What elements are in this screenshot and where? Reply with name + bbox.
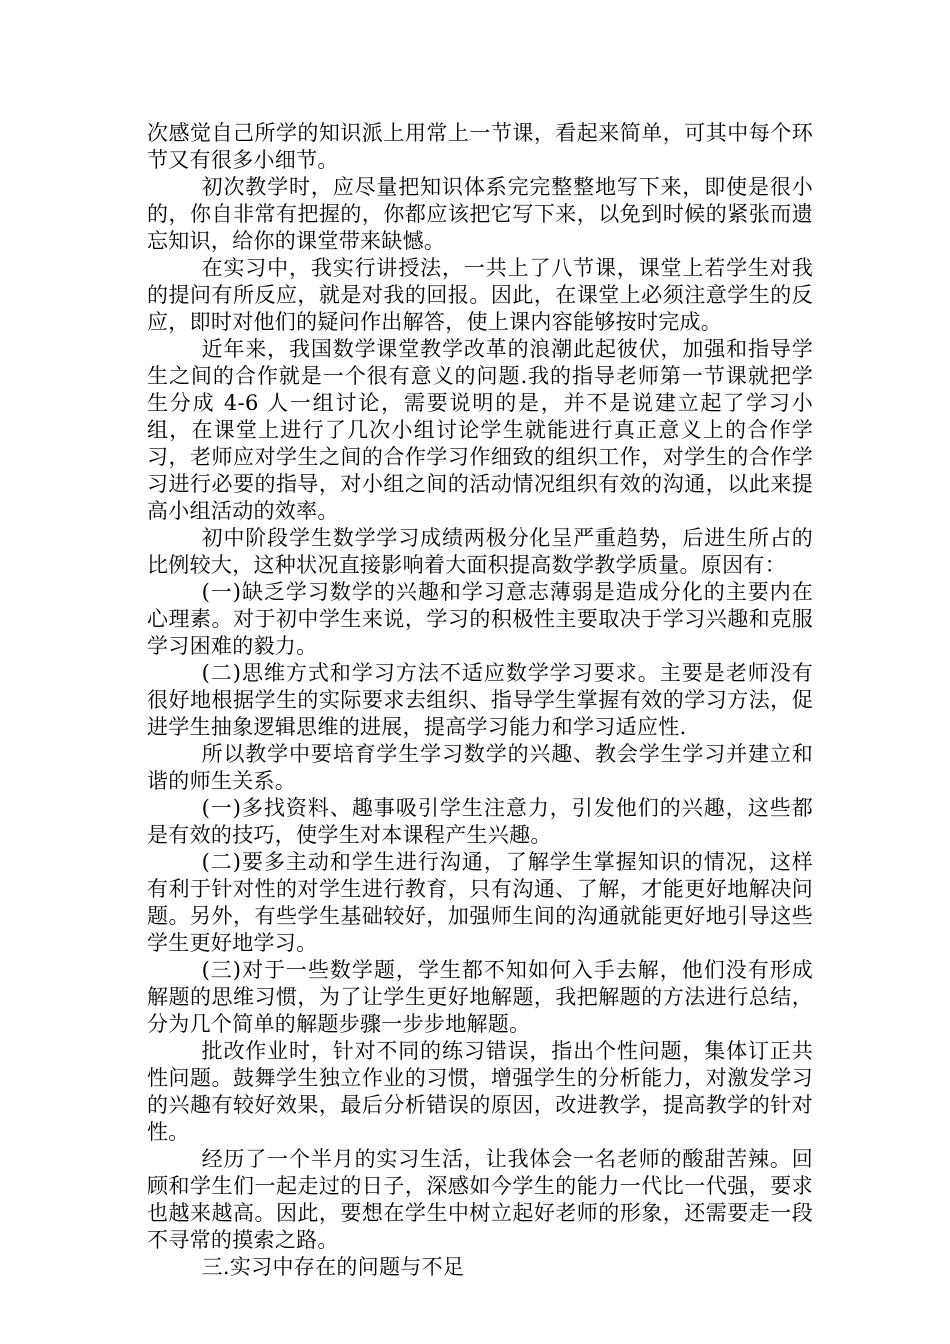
paragraph-13: 经历了一个半月的实习生活，让我体会一名老师的酸甜苦辣。回顾和学生们一起走过的日子，深感如今学生的能力一代比一代强，要求也越来越高。因此，要想在学生中树立起好老师的形象，还需要走一段不寻常的摸索之路。	[147, 1147, 813, 1252]
section-heading: 三.实习中存在的问题与不足	[201, 1255, 465, 1279]
paragraph-1: 次感觉自己所学的知识派上用常上一节课，看起来简单，可其中每个环节又有很多小细节。	[147, 121, 813, 172]
paragraph-2: 初次教学时，应尽量把知识体系完完整整地写下来，即使是很小的，你自非常有把握的，你都应该把它写下来，以免到时候的紧张而遗忘知识，给你的课堂带来缺憾。	[147, 175, 813, 253]
paragraph-7: (二)思维方式和学习方法不适应数学学习要求。主要是老师没有很好地根据学生的实际要求去组织、指导学生掌握有效的学习方法，促进学生抽象逻辑思维的进展，提高学习能力和学习适应性.	[147, 661, 813, 739]
document-body	[147, 120, 813, 1281]
paragraph-3: 在实习中，我实行讲授法，一共上了八节课，课堂上若学生对我的提问有所反应，就是对我的回报。因此，在课堂上必须注意学生的反应，即时对他们的疑问作出解答，使上课内容能够按时完成。	[147, 256, 813, 334]
paragraph-12: 批改作业时，针对不同的练习错误，指出个性问题，集体订正共性问题。鼓舞学生独立作业的习惯，增强学生的分析能力，对激发学习的兴趣有较好效果，最后分析错误的原因，改进教学，提高教学的针对性。	[147, 1039, 813, 1144]
paragraph-5: 初中阶段学生数学学习成绩两极分化呈严重趋势，后进生所占的比例较大，这种状况直接影响着大面积提高数学教学质量。原因有：	[147, 526, 813, 577]
paragraph-9: (一)多找资料、趣事吸引学生注意力，引发他们的兴趣，这些都是有效的技巧，使学生对本课程产生兴趣。	[147, 796, 813, 847]
paragraph-4: 近年来，我国数学课堂教学改革的浪潮此起彼伏，加强和指导学生之间的合作就是一个很有意义的问题.我的指导老师第一节课就把学生分成 4-6 人一组讨论，需要说明的是，并不是说建立起了学习小组，在课堂上进行了几次小组讨论学生就能进行真正意义上的合作学习，老师应对学生之间的合作学习作细致的组织工作，对学生的合作学习进行必要的指导，对小组之间的活动情况组织有效的沟通，以此来提高小组活动的效率。	[147, 337, 813, 523]
paragraph-8: 所以教学中要培育学生学习数学的兴趣、教会学生学习并建立和谐的师生关系。	[147, 742, 813, 793]
paragraph-11: (三)对于一些数学题，学生都不知如何入手去解，他们没有形成解题的思维习惯，为了让学生更好地解题，我把解题的方法进行总结，分为几个简单的解题步骤一步步地解题。	[147, 958, 813, 1036]
paragraph-6: (一)缺乏学习数学的兴趣和学习意志薄弱是造成分化的主要内在心理素。对于初中学生来说，学习的积极性主要取决于学习兴趣和克服学习困难的毅力。	[147, 580, 813, 658]
paragraph-10: (二)要多主动和学生进行沟通，了解学生掌握知识的情况，这样有利于针对性的对学生进行教育，只有沟通、了解，才能更好地解决问题。另外，有些学生基础较好，加强师生间的沟通就能更好地引导这些学生更好地学习。	[147, 850, 813, 955]
